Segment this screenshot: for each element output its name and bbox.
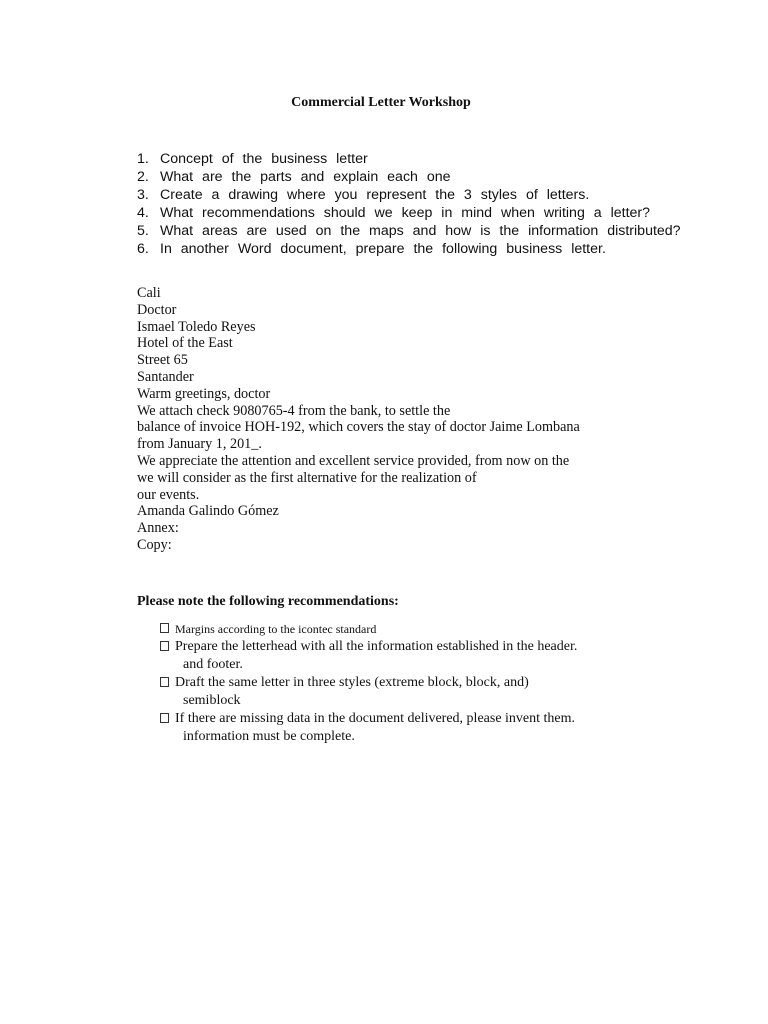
question-text: In another Word document, prepare the following business letter.	[160, 241, 606, 257]
letter-line-annex: Annex:	[137, 520, 179, 537]
question-item	[137, 204, 735, 222]
checkbox-icon	[160, 623, 169, 633]
letter-line-address: Street 65	[137, 352, 188, 369]
recommendation-text: Margins according to the icontec standard	[175, 622, 377, 636]
question-number: 5.	[137, 223, 149, 239]
question-number: 1.	[137, 151, 149, 167]
question-text: What areas are used on the maps and how is the information distributed?	[160, 223, 681, 239]
question-item	[137, 222, 735, 240]
letter-line-region: Santander	[137, 368, 194, 385]
document-title: Commercial Letter Workshop	[291, 95, 471, 110]
letter-line-greeting: Warm greetings, doctor	[137, 385, 271, 402]
recommendation-item	[160, 638, 720, 674]
business-letter-body	[137, 285, 737, 554]
letter-line-body: We appreciate the attention and excellent service provided, from now on the	[137, 452, 570, 469]
recommendation-continuation: and footer.	[183, 657, 243, 672]
question-text: Create a drawing where you represent the 3 styles of letters.	[160, 187, 590, 203]
question-item	[137, 186, 735, 204]
question-text: Concept of the business letter	[160, 151, 368, 167]
question-text: What recommendations should we keep in mind when writing a letter?	[160, 205, 651, 221]
question-list	[137, 150, 735, 258]
recommendation-text: Draft the same letter in three styles (extreme block, block, and)	[175, 675, 529, 690]
recommendation-item	[160, 710, 720, 746]
letter-line-company: Hotel of the East	[137, 335, 233, 352]
recommendation-text: Prepare the letterhead with all the information established in the header.	[175, 639, 578, 654]
letter-line-body: balance of invoice HOH-192, which covers the stay of doctor Jaime Lombana	[137, 419, 580, 436]
letter-line-copy: Copy:	[137, 536, 172, 553]
question-item	[137, 168, 735, 186]
recommendation-item	[160, 674, 720, 710]
checkbox-icon	[160, 713, 169, 723]
question-number: 2.	[137, 169, 149, 185]
recommendation-continuation: information must be complete.	[183, 729, 355, 744]
question-number: 4.	[137, 205, 149, 221]
letter-line-body: we will consider as the first alternative for the realization of	[137, 469, 477, 486]
checkbox-icon	[160, 677, 169, 687]
question-number: 3.	[137, 187, 149, 203]
recommendation-continuation: semiblock	[183, 693, 241, 708]
question-item	[137, 240, 735, 258]
question-number: 6.	[137, 241, 149, 257]
letter-line-body: We attach check 9080765-4 from the bank, to settle the	[137, 402, 451, 419]
letter-line-body: our events.	[137, 486, 200, 503]
recommendations-heading: Please note the following recommendations:	[137, 594, 399, 609]
letter-line-city: Cali	[137, 285, 161, 301]
recommendation-list	[160, 620, 720, 746]
letter-line-recipient: Ismael Toledo Reyes	[137, 318, 256, 335]
recommendation-item	[160, 620, 720, 638]
letter-line-title: Doctor	[137, 301, 177, 318]
checkbox-icon	[160, 641, 169, 651]
recommendation-text: If there are missing data in the document delivered, please invent them.	[175, 711, 576, 726]
letter-line-body: from January 1, 201_.	[137, 436, 262, 453]
question-item	[137, 150, 735, 168]
question-text: What are the parts and explain each one	[160, 169, 451, 185]
letter-line-signature: Amanda Galindo Gómez	[137, 503, 279, 520]
